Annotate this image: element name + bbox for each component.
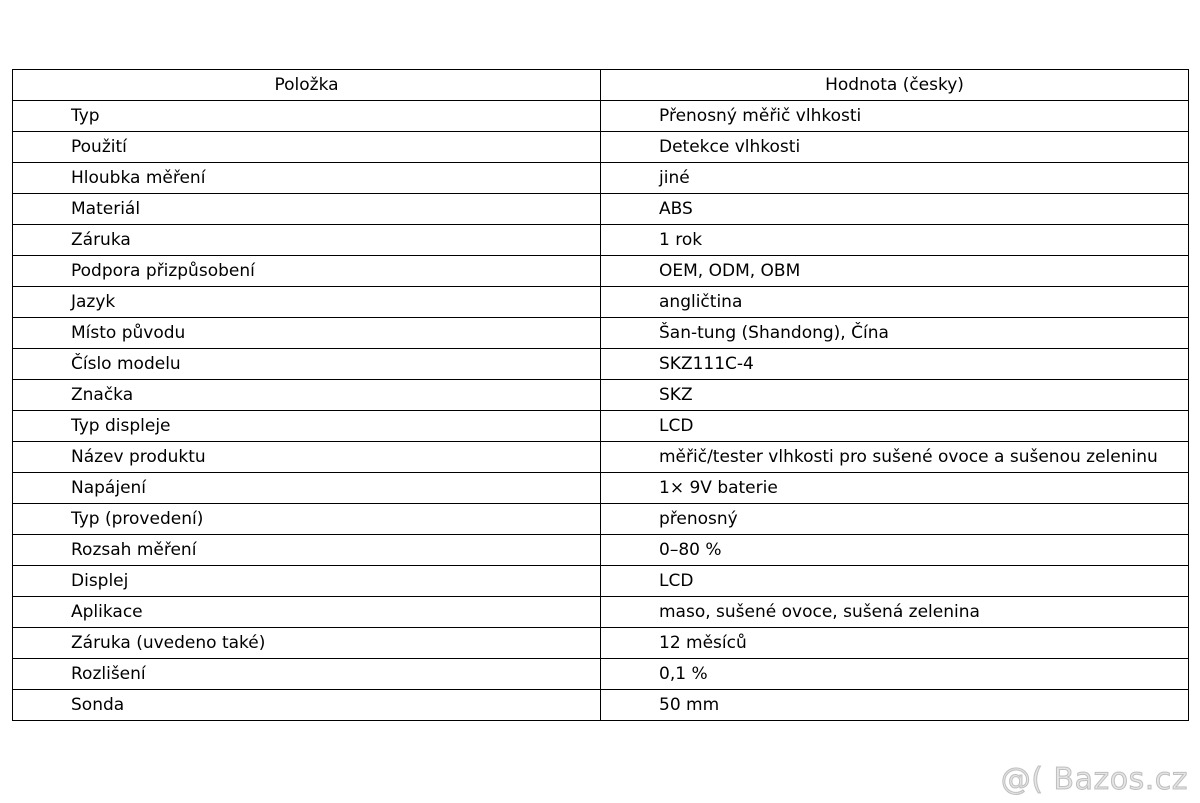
table-row xyxy=(13,225,1189,256)
row-value: Přenosný měřič vlhkosti xyxy=(601,101,1189,132)
row-value: 0–80 % xyxy=(601,535,1189,566)
row-value: LCD xyxy=(601,411,1189,442)
table-row xyxy=(13,504,1189,535)
row-label: Místo původu xyxy=(13,318,601,349)
row-value: 50 mm xyxy=(601,690,1189,721)
row-value: SKZ111C-4 xyxy=(601,349,1189,380)
header-row xyxy=(13,70,1189,101)
row-label: Materiál xyxy=(13,194,601,225)
row-value: Detekce vlhkosti xyxy=(601,132,1189,163)
table-row xyxy=(13,256,1189,287)
row-label: Značka xyxy=(13,380,601,411)
spec-body xyxy=(13,101,1189,721)
row-value: měřič/tester vlhkosti pro sušené ovoce a sušenou zeleninu xyxy=(601,442,1189,473)
table-row xyxy=(13,442,1189,473)
row-value: maso, sušené ovoce, sušená zelenina xyxy=(601,597,1189,628)
row-value: LCD xyxy=(601,566,1189,597)
row-label: Použití xyxy=(13,132,601,163)
bazos-watermark: @( Bazos.cz xyxy=(1000,762,1188,797)
row-value: 1× 9V baterie xyxy=(601,473,1189,504)
row-value: Šan-tung (Shandong), Čína xyxy=(601,318,1189,349)
table-row xyxy=(13,318,1189,349)
row-label: Aplikace xyxy=(13,597,601,628)
table-row xyxy=(13,380,1189,411)
row-label: Sonda xyxy=(13,690,601,721)
header-value: Hodnota (česky) xyxy=(601,70,1189,101)
row-label: Rozlišení xyxy=(13,659,601,690)
table-row xyxy=(13,287,1189,318)
row-value: jiné xyxy=(601,163,1189,194)
row-label: Hloubka měření xyxy=(13,163,601,194)
row-value: OEM, ODM, OBM xyxy=(601,256,1189,287)
row-label: Rozsah měření xyxy=(13,535,601,566)
row-value: 0,1 % xyxy=(601,659,1189,690)
row-value: 12 měsíců xyxy=(601,628,1189,659)
table-row xyxy=(13,597,1189,628)
row-label: Displej xyxy=(13,566,601,597)
row-label: Záruka (uvedeno také) xyxy=(13,628,601,659)
row-label: Typ displeje xyxy=(13,411,601,442)
table-row xyxy=(13,194,1189,225)
row-label: Napájení xyxy=(13,473,601,504)
table-row xyxy=(13,132,1189,163)
row-label: Název produktu xyxy=(13,442,601,473)
row-value: ABS xyxy=(601,194,1189,225)
row-value: SKZ xyxy=(601,380,1189,411)
table-row xyxy=(13,101,1189,132)
header-item: Položka xyxy=(13,70,601,101)
row-value: angličtina xyxy=(601,287,1189,318)
row-label: Záruka xyxy=(13,225,601,256)
row-label: Číslo modelu xyxy=(13,349,601,380)
row-label: Typ xyxy=(13,101,601,132)
row-label: Typ (provedení) xyxy=(13,504,601,535)
row-label: Podpora přizpůsobení xyxy=(13,256,601,287)
table-row xyxy=(13,690,1189,721)
table-row xyxy=(13,349,1189,380)
table-row xyxy=(13,535,1189,566)
table-row xyxy=(13,566,1189,597)
table-row xyxy=(13,659,1189,690)
table-row xyxy=(13,163,1189,194)
table-row xyxy=(13,628,1189,659)
row-value: přenosný xyxy=(601,504,1189,535)
table-row xyxy=(13,473,1189,504)
spec-table xyxy=(12,69,1189,721)
row-label: Jazyk xyxy=(13,287,601,318)
row-value: 1 rok xyxy=(601,225,1189,256)
table-row xyxy=(13,411,1189,442)
